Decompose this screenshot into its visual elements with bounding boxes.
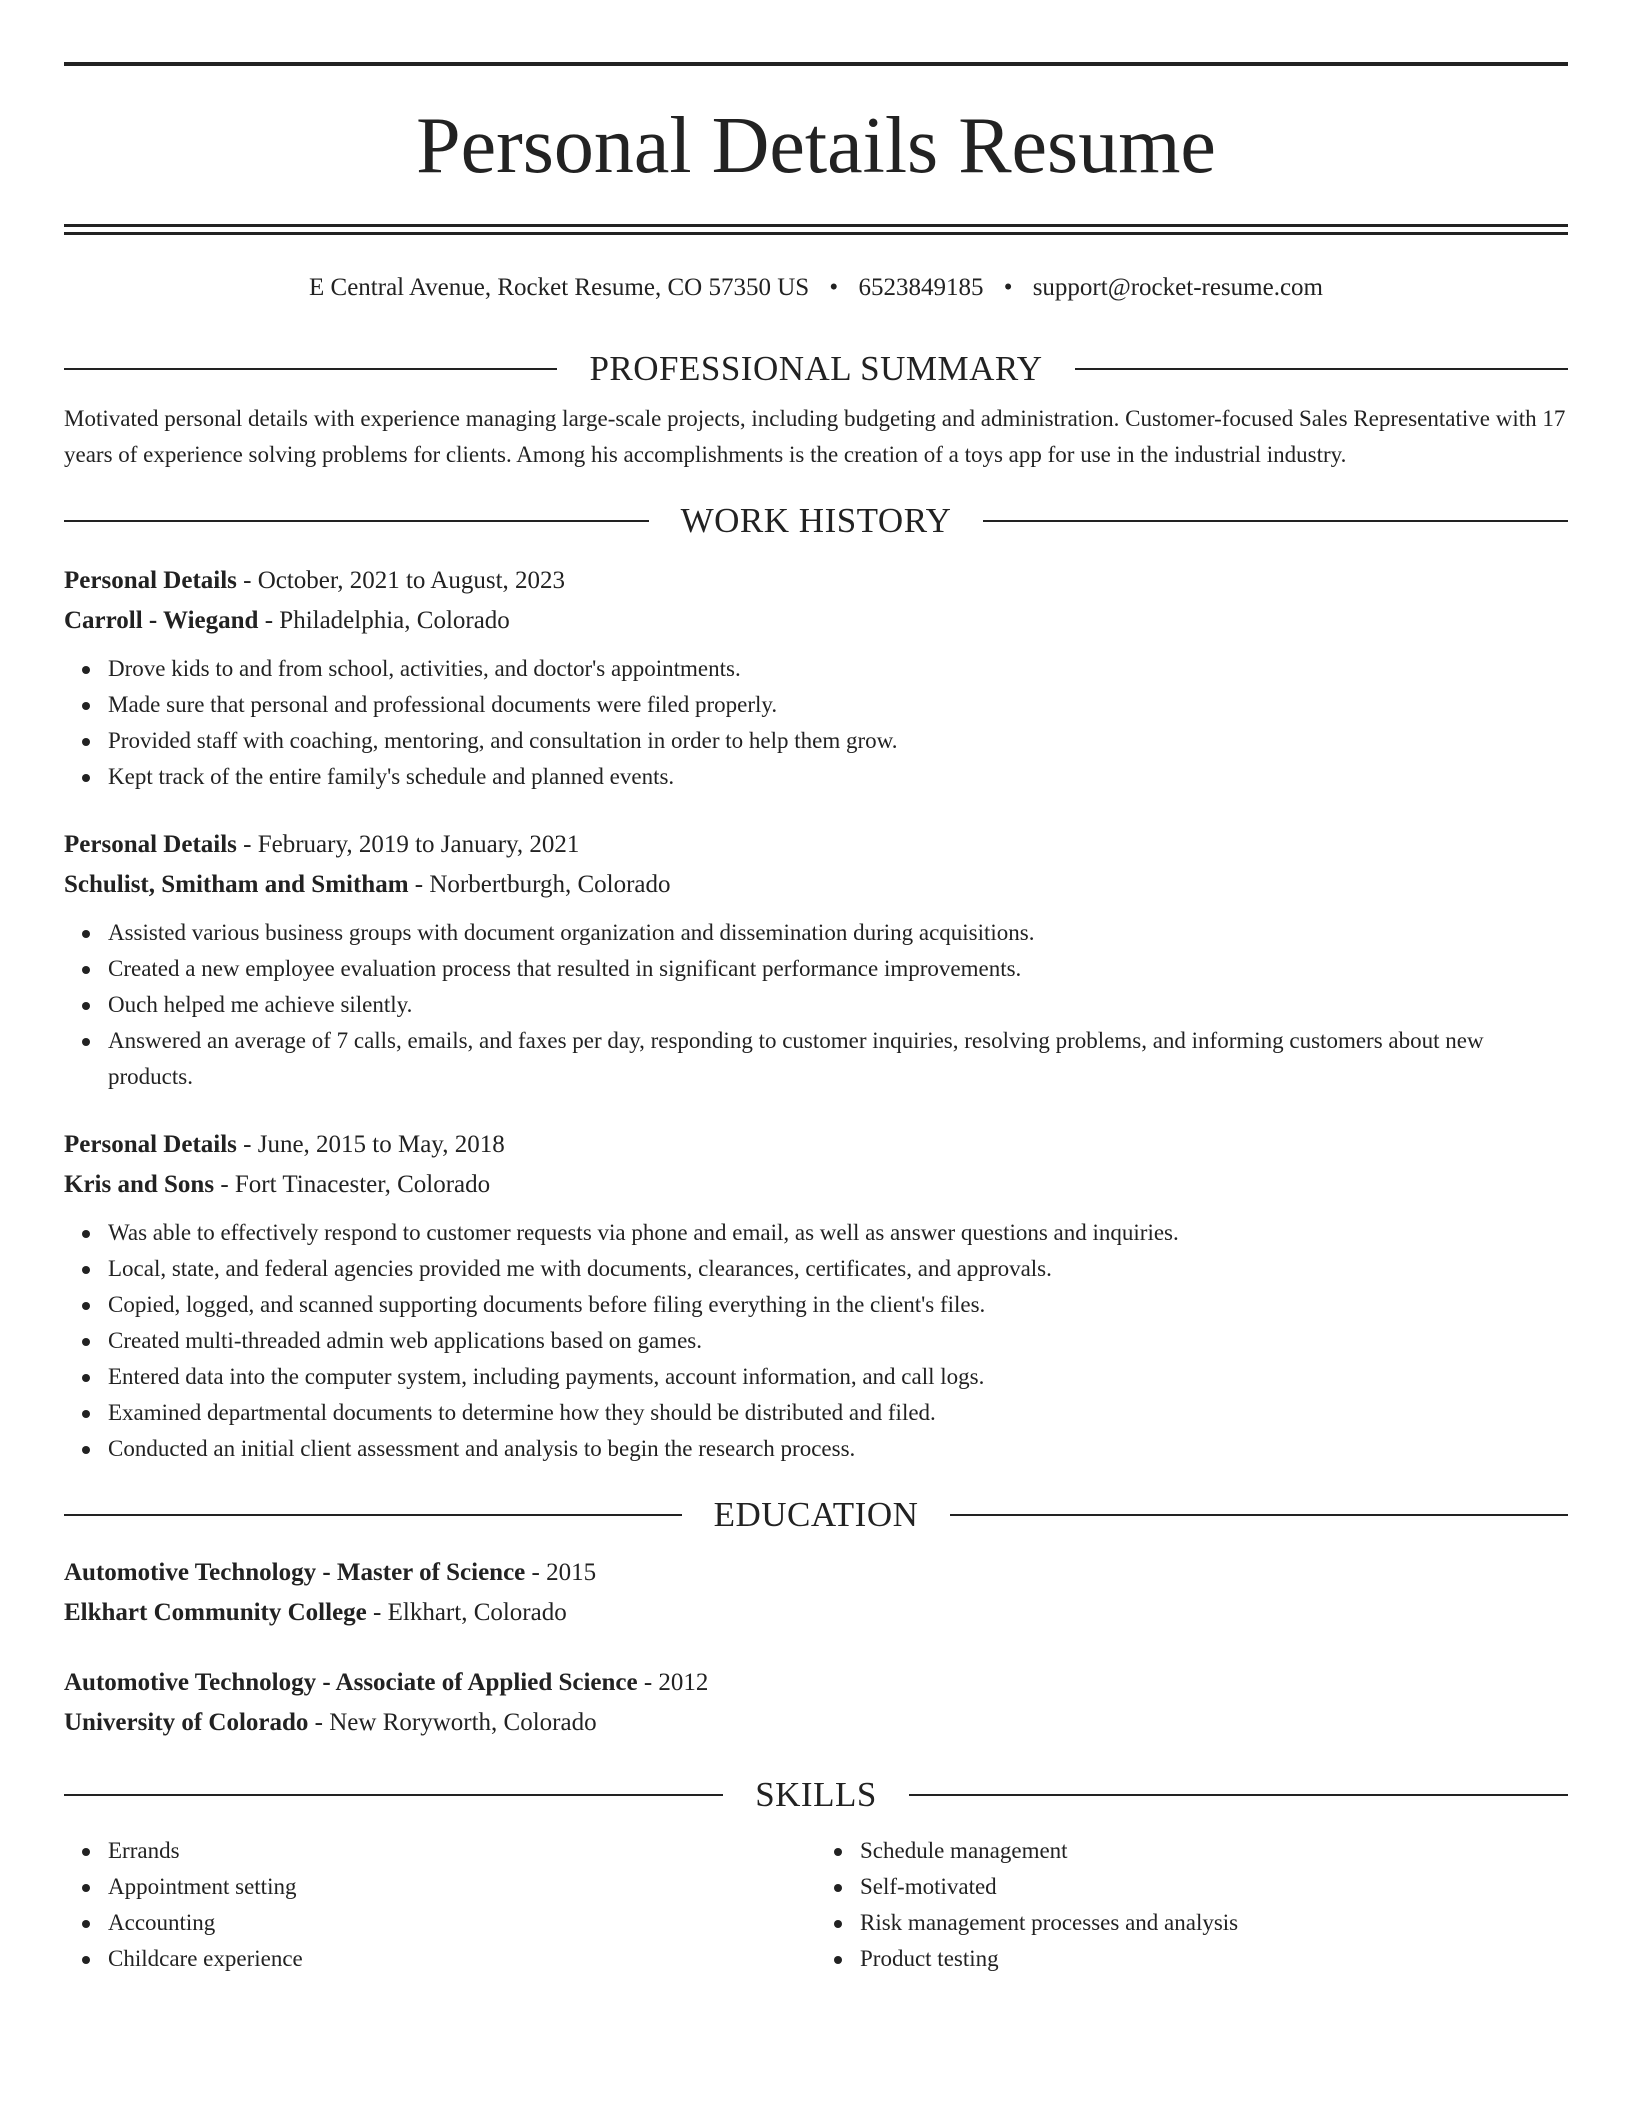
divider-line [64,1794,723,1796]
section-title-summary: PROFESSIONAL SUMMARY [589,349,1043,388]
job-title-line [64,1125,1568,1165]
education-school-line [64,1703,1568,1743]
divider-line [950,1514,1568,1516]
section-header-work [64,499,1568,543]
job-bullet: Kept track of the entire family's schedule and planned events. [108,759,1568,795]
job-dates: - February, 2019 to January, 2021 [236,831,580,858]
job-bullet: Local, state, and federal agencies provided me with documents, clearances, certificates, and approvals. [108,1251,1568,1287]
education-year: - 2015 [525,1559,597,1586]
contact-address: E Central Avenue, Rocket Resume, CO 57350 US [309,274,810,301]
resume-title: Personal Details Resume [416,102,1216,190]
job-bullet: Examined departmental documents to determine how they should be distributed and filed. [108,1395,1568,1431]
education-school-line [64,1593,1568,1633]
education-year: - 2012 [637,1669,709,1696]
skills-list-right [816,1833,1568,1977]
job-company-line [64,601,1568,641]
job-dates: - June, 2015 to May, 2018 [236,1131,505,1158]
job-company-line [64,865,1568,905]
divider-line [909,1794,1568,1796]
education-entry [64,1553,1568,1633]
section-title-work: WORK HISTORY [680,501,952,540]
contact-separator: • [1003,274,1013,301]
job-company: Kris and Sons [64,1171,215,1198]
education-school: University of Colorado [64,1709,309,1736]
skill-item: Schedule management [860,1833,1568,1869]
job-bullets [64,915,1568,1095]
job-bullet: Created a new employee evaluation process that resulted in significant performance improvements. [108,951,1568,987]
education-location: - New Roryworth, Colorado [308,1709,597,1736]
divider-line [1075,368,1568,370]
job-bullet: Ouch helped me achieve silently. [108,987,1568,1023]
job-title: Personal Details [64,1131,237,1158]
section-header-summary [64,347,1568,391]
job-company: Carroll - Wiegand [64,607,259,634]
section-header-skills [64,1773,1568,1817]
job-title: Personal Details [64,831,237,858]
divider-line [64,1514,682,1516]
contact-phone: 6523849185 [858,274,984,301]
section-title-skills: SKILLS [755,1775,877,1814]
education-degree-line [64,1663,1568,1703]
job-entry [64,825,1568,1095]
skill-item: Appointment setting [108,1869,816,1905]
job-title-line [64,825,1568,865]
resume-page [64,0,1568,1977]
contact-separator: • [829,274,839,301]
job-bullets [64,1215,1568,1467]
job-bullet: Was able to effectively respond to customer requests via phone and email, as well as answer questions and inquiries. [108,1215,1568,1251]
work-history-list [64,561,1568,1467]
skills-columns [64,1825,1568,1977]
job-location: - Philadelphia, Colorado [258,607,510,634]
skill-item: Childcare experience [108,1941,816,1977]
skill-item: Self-motivated [860,1869,1568,1905]
job-bullet: Assisted various business groups with document organization and dissemination during acquisitions. [108,915,1568,951]
skill-item: Accounting [108,1905,816,1941]
job-bullet: Answered an average of 7 calls, emails, and faxes per day, responding to customer inquiries, resolving problems, and informing customers about new products. [108,1023,1568,1095]
skills-list-left [64,1833,816,1977]
job-bullet: Made sure that personal and professional documents were filed properly. [108,687,1568,723]
job-bullet: Entered data into the computer system, including payments, account information, and call logs. [108,1359,1568,1395]
divider-line [64,520,649,522]
skill-item: Product testing [860,1941,1568,1977]
section-title-education: EDUCATION [713,1495,919,1534]
job-bullet: Copied, logged, and scanned supporting documents before filing everything in the client's files. [108,1287,1568,1323]
job-company: Schulist, Smitham and Smitham [64,871,409,898]
job-location: - Fort Tinacester, Colorado [214,1171,491,1198]
job-title-line [64,561,1568,601]
job-bullets [64,651,1568,795]
title-double-rule [64,224,1568,235]
contact-email: support@rocket-resume.com [1032,274,1323,301]
skill-item: Errands [108,1833,816,1869]
job-dates: - October, 2021 to August, 2023 [236,567,566,594]
job-location: - Norbertburgh, Colorado [408,871,671,898]
job-company-line [64,1165,1568,1205]
education-location: - Elkhart, Colorado [366,1599,567,1626]
job-bullet: Provided staff with coaching, mentoring, and consultation in order to help them grow. [108,723,1568,759]
top-rule [64,62,1568,66]
job-bullet: Drove kids to and from school, activities, and doctor's appointments. [108,651,1568,687]
education-list [64,1553,1568,1743]
divider-line [983,520,1568,522]
education-degree: Automotive Technology - Master of Science [64,1559,526,1586]
summary-text: Motivated personal details with experience managing large-scale projects, including budgeting and administration. Customer-focused Sales Representative with 17 years of experience solving problems for clients. Among his accomplishments is the creation of a toys app for use in the industrial industry. [64,406,1566,467]
job-title: Personal Details [64,567,237,594]
contact-line [64,273,1568,303]
divider-line [64,368,557,370]
job-entry [64,1125,1568,1467]
skill-item: Risk management processes and analysis [860,1905,1568,1941]
education-degree-line [64,1553,1568,1593]
section-header-education [64,1493,1568,1537]
job-bullet: Conducted an initial client assessment and analysis to begin the research process. [108,1431,1568,1467]
job-entry [64,561,1568,795]
job-bullet: Created multi-threaded admin web applications based on games. [108,1323,1568,1359]
education-entry [64,1663,1568,1743]
education-degree: Automotive Technology - Associate of Applied Science [64,1669,638,1696]
education-school: Elkhart Community College [64,1599,367,1626]
